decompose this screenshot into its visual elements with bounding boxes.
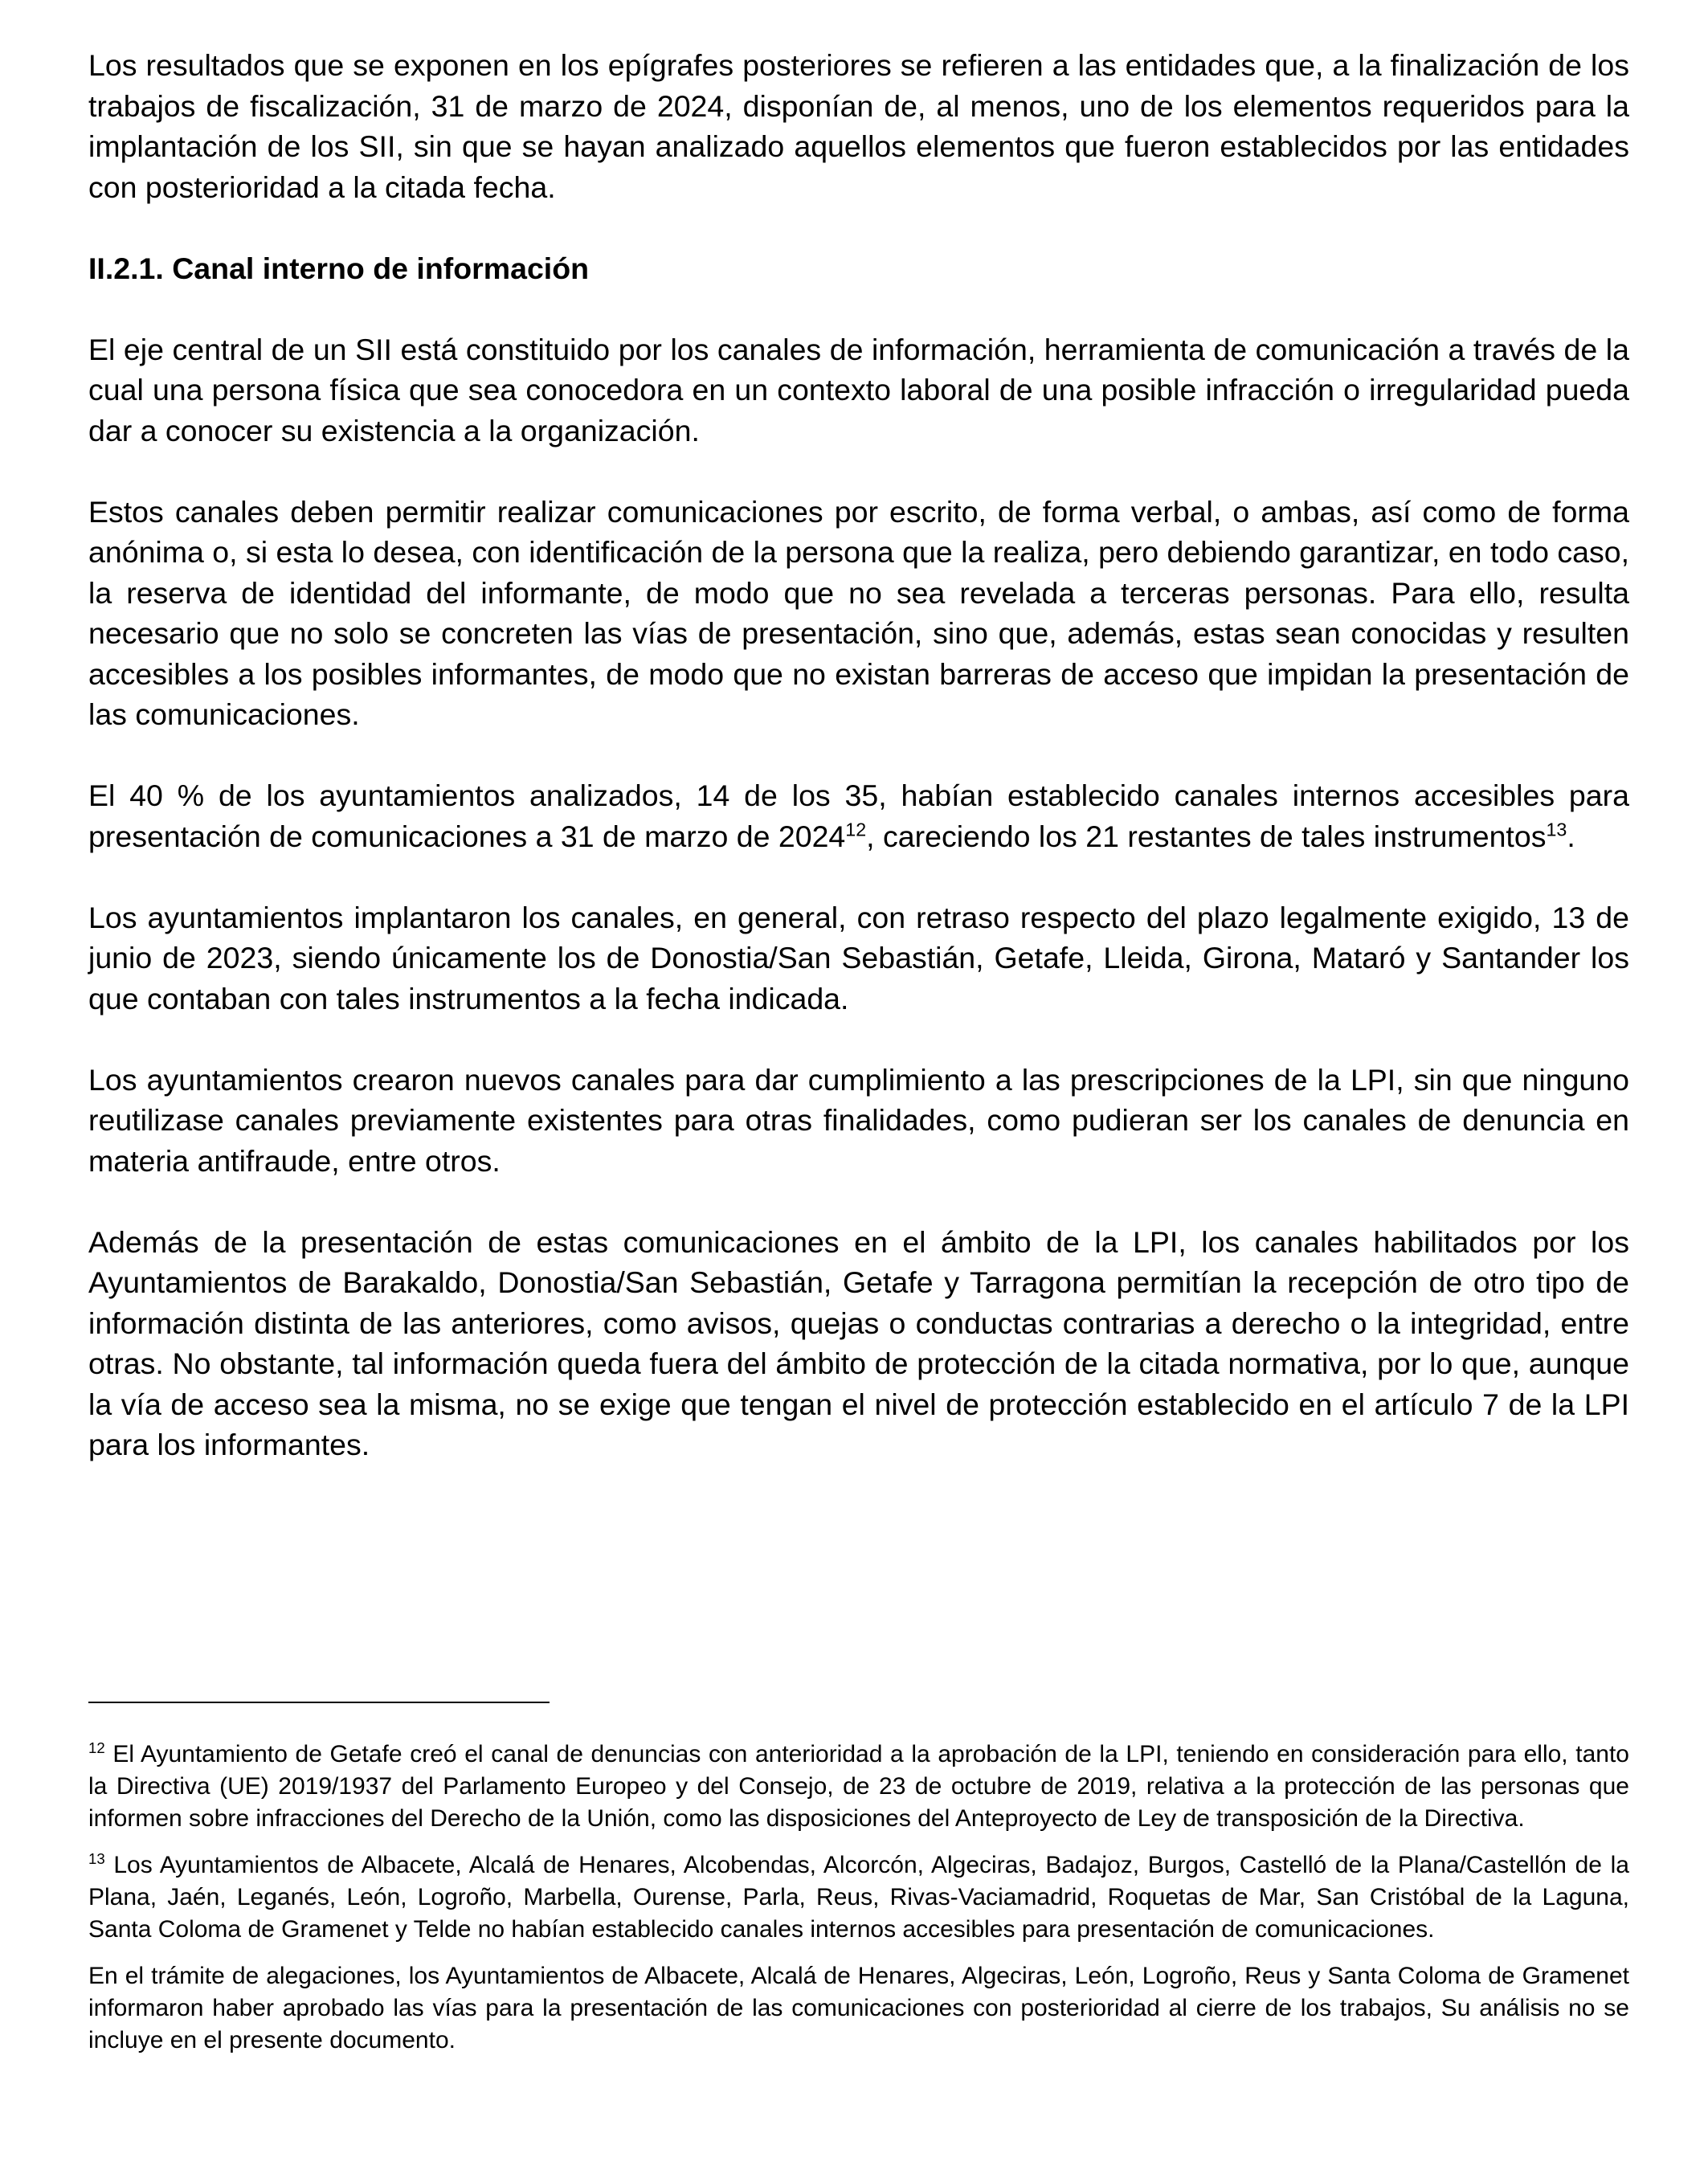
paragraph-3-text-c: . bbox=[1567, 819, 1575, 853]
paragraph-2: Estos canales deben permitir realizar comunicaciones por escrito, de forma verbal, o ambas, así como de forma anónima o, si esta lo desea, con identificación de la persona que la realiza, pero debiendo garantizar, en todo caso, la reserva de identidad del informante, de modo que no sea revelada a terceras personas. Para ello, resulta necesario que no solo se concreten las vías de presentación, sino que, además, estas sean conocidas y resulten accesibles a los posibles informantes, de modo que no existan barreras de acceso que impidan la presentación de las comunicaciones. bbox=[88, 494, 1629, 731]
footnote-text: El Ayuntamiento de Getafe creó el canal de denuncias con anterioridad a la aprobación de la LPI, teniendo en consideración para ello, tanto la Directiva (UE) 2019/1937 del Parlamento Europeo y del Consejo, de 23 de octubre de 2019, relativa a la protección de las personas que informen sobre infracciones del Derecho de la Unión, como las disposiciones del Anteproyecto de Ley de transposición de la Directiva. bbox=[88, 1741, 1629, 1832]
footnote-13 bbox=[88, 1849, 1629, 1946]
footnote-ref-13[interactable]: 13 bbox=[1546, 819, 1567, 840]
footnote-text: Los Ayuntamientos de Albacete, Alcalá de Henares, Alcobendas, Alcorcón, Algeciras, Badajoz, Burgos, Castelló de la Plana/Castellón de la Plana, Jaén, Leganés, León, Logroño, Marbella, Ourense, Parla, Reus, Rivas-Vaciamadrid, Roquetas de Mar, San Cristóbal de la Laguna, Santa Coloma de Gramenet y Telde no habían establecido canales internos accesibles para presentación de comunicaciones. bbox=[88, 1852, 1629, 1943]
intro-paragraph: Los resultados que se exponen en los epígrafes posteriores se refieren a las entidades que, a la finalización de los trabajos de fiscalización, 31 de marzo de 2024, disponían de, al menos, uno de los elementos requeridos para la implantación de los SII, sin que se hayan analizado aquellos elementos que fueron establecidos por las entidades con posterioridad a la citada fecha. bbox=[88, 48, 1629, 204]
paragraph-3-text-a: El 40 % de los ayuntamientos analizados, 14 de los 35, habían establecido canales internos accesibles para presentación de comunicaciones a 31 de marzo de 2024 bbox=[88, 778, 1629, 853]
section-heading: II.2.1. Canal interno de información bbox=[88, 251, 590, 285]
paragraph-3 bbox=[88, 775, 1629, 856]
footnote-13-continuation: En el trámite de alegaciones, los Ayuntamientos de Albacete, Alcalá de Henares, Algeciras, León, Logroño, Reus y Santa Coloma de Gramenet informaron haber aprobado las vías para la presentación de las comunicaciones con posterioridad al cierre de los trabajos, Su análisis no se incluye en el presente documento. bbox=[88, 1963, 1629, 2053]
paragraph-4: Los ayuntamientos implantaron los canales, en general, con retraso respecto del plazo legalmente exigido, 13 de junio de 2023, siendo únicamente los de Donostia/San Sebastián, Getafe, Lleida, Girona, Mataró y Santander los que contaban con tales instrumentos a la fecha indicada. bbox=[88, 900, 1629, 1015]
document-body bbox=[88, 45, 1629, 1506]
paragraph-3-text-b: , careciendo los 21 restantes de tales instrumentos bbox=[866, 819, 1547, 853]
footnotes bbox=[88, 1739, 1629, 2071]
footnote-ref-12[interactable]: 12 bbox=[845, 819, 867, 840]
footnote-number: 13 bbox=[88, 1850, 105, 1867]
paragraph-5: Los ayuntamientos crearon nuevos canales para dar cumplimiento a las prescripciones de la LPI, sin que ninguno reutilizase canales previamente existentes para otras finalidades, como pudieran ser los canales de denuncia en materia antifraude, entre otros. bbox=[88, 1062, 1629, 1178]
footnote-number: 12 bbox=[88, 1739, 105, 1756]
footnote-separator bbox=[88, 1702, 550, 1703]
paragraph-6: Además de la presentación de estas comunicaciones en el ámbito de la LPI, los canales habilitados por los Ayuntamientos de Barakaldo, Donostia/San Sebastián, Getafe y Tarragona permitían la recepción de otro tipo de información distinta de las anteriores, como avisos, quejas o conductas contrarias a derecho o la integridad, entre otras. No obstante, tal información queda fuera del ámbito de protección de la citada normativa, por lo que, aunque la vía de acceso sea la misma, no se exige que tengan el nivel de protección establecido en el artículo 7 de la LPI para los informantes. bbox=[88, 1224, 1629, 1461]
footnote-12 bbox=[88, 1739, 1629, 1835]
paragraph-1: El eje central de un SII está constituido por los canales de información, herramienta de comunicación a través de la cual una persona física que sea conocedora en un contexto laboral de una posible infracción o irregularidad pueda dar a conocer su existencia a la organización. bbox=[88, 332, 1629, 447]
